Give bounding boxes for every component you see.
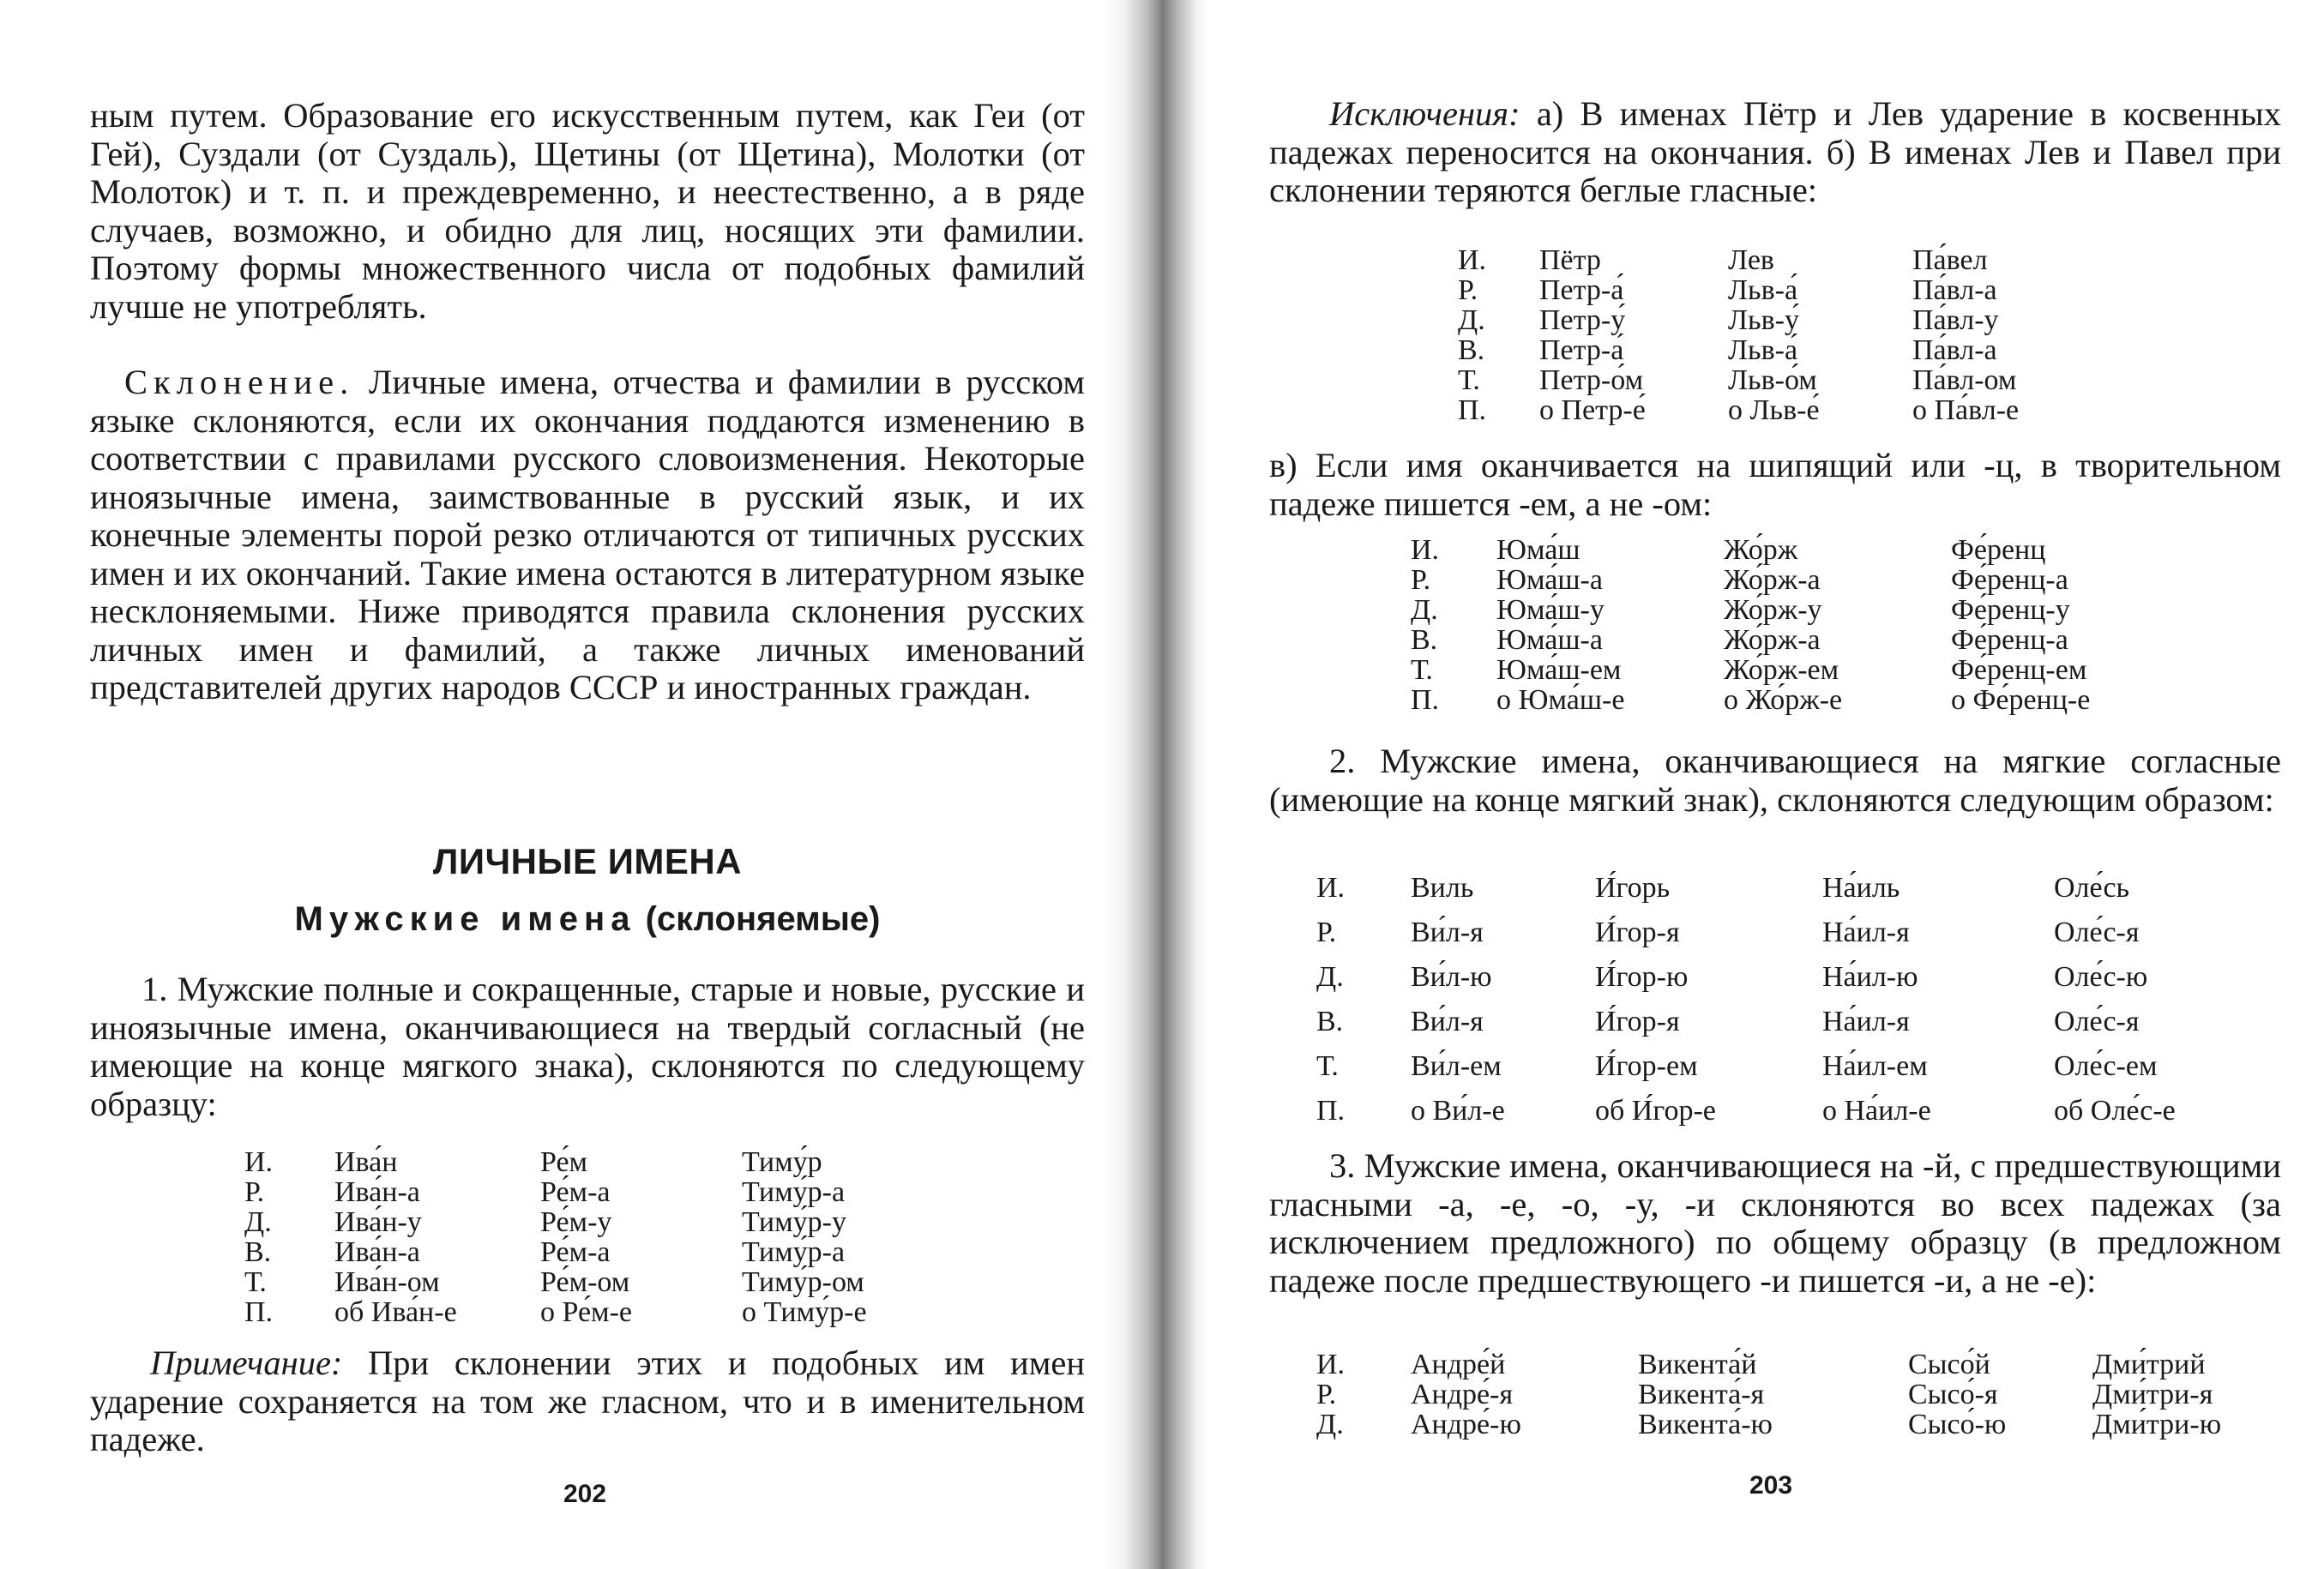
case-label: Д. — [1316, 1409, 1344, 1440]
name-form: Льв-о́м — [1728, 364, 1817, 396]
rule-v-paragraph: в) Если имя оканчивается на шипящий или -ц, в творительном падеже пишется -ем, а не -ом: — [1269, 446, 2281, 523]
name-form: Ива́н-у — [334, 1206, 422, 1238]
name-form: о Па́вл-е — [1912, 394, 2020, 426]
name-form: Андре́й — [1411, 1349, 1506, 1380]
name-form: Андре́-я — [1411, 1379, 1514, 1410]
name-form: Жо́рж-а — [1724, 564, 1821, 596]
table-a-row — [1458, 335, 2067, 365]
name-form: Юма́ш-а — [1496, 624, 1603, 656]
name-form: Па́вл-а — [1912, 274, 1997, 306]
name-form: Па́вл-а — [1912, 334, 1997, 366]
case-label: П. — [1458, 394, 1487, 426]
table-a-row — [1458, 365, 2067, 395]
name-form: Льв-у́ — [1728, 304, 1799, 336]
name-form: И́гор-я — [1595, 917, 1680, 948]
section-subheading — [90, 899, 1085, 940]
name-form: Ива́н — [334, 1146, 398, 1178]
name-form: И́гор-ем — [1595, 1050, 1698, 1082]
name-form: Лев — [1728, 244, 1774, 276]
name-form: Ива́н-ом — [334, 1266, 440, 1298]
name-form: На́ил-я — [1822, 1006, 1910, 1037]
name-form: Ви́л-ем — [1411, 1050, 1502, 1082]
table-v-row — [1411, 625, 2131, 655]
name-form: о Льв-е́ — [1728, 394, 1820, 426]
table-1-row — [244, 1297, 913, 1327]
rule-1-paragraph: 1. Мужские полные и сокращенные, старые и новые, русские и иноязычные имена, оканчивающиеся на твердый согласный (не имеющие на конце мягкого знака), склоняются по следующему образцу: — [90, 970, 1085, 1123]
name-form: о Ви́л-е — [1411, 1095, 1505, 1127]
table-v-row — [1411, 535, 2131, 565]
table-2-row — [1316, 866, 2217, 911]
name-form: На́ил-я — [1822, 917, 1910, 948]
name-form: Сысо́-ю — [1908, 1409, 2007, 1440]
table-3-row — [1316, 1380, 2264, 1410]
name-form: о Юма́ш-е — [1496, 684, 1625, 716]
name-form: Тиму́р-а — [742, 1236, 846, 1268]
name-form: Па́вел — [1912, 244, 1988, 276]
name-form: Ре́м-у — [540, 1206, 612, 1238]
name-form: Оле́сь — [2054, 872, 2130, 904]
case-label: Р. — [1316, 917, 1337, 948]
name-form: Ива́н-а — [334, 1236, 420, 1268]
case-label: П. — [244, 1296, 274, 1328]
exceptions-label: Исключения: — [1329, 94, 1520, 133]
section-heading: ЛИЧНЫЕ ИМЕНА — [432, 841, 743, 881]
name-form: об Оле́с-е — [2054, 1095, 2176, 1127]
case-label: Р. — [244, 1176, 265, 1208]
name-form: И́горь — [1595, 872, 1671, 904]
name-form: На́иль — [1822, 872, 1900, 904]
name-form: Викента́-ю — [1638, 1409, 1773, 1440]
name-form: Ива́н-а — [334, 1176, 420, 1208]
name-form: Сысо́й — [1908, 1349, 1990, 1380]
name-form: Жо́рж-а — [1724, 624, 1821, 656]
table-a-row — [1458, 245, 2067, 275]
case-label: В. — [1411, 624, 1438, 656]
name-form: Петр-о́м — [1539, 364, 1644, 396]
name-form: На́ил-ю — [1822, 961, 1918, 993]
table-a-row — [1458, 275, 2067, 305]
case-label: Р. — [1316, 1379, 1337, 1410]
right-page — [1209, 0, 2324, 1569]
name-form: Оле́с-я — [2054, 917, 2140, 948]
table-2-row — [1316, 1089, 2217, 1133]
name-form: Дми́трий — [2092, 1349, 2206, 1380]
name-form: Ре́м-ом — [540, 1266, 630, 1298]
table-2-row — [1316, 1044, 2217, 1089]
table-2-row — [1316, 1000, 2217, 1044]
case-label: И. — [1458, 244, 1487, 276]
name-form: о Фе́ренц-е — [1951, 684, 2091, 716]
table-1-row — [244, 1267, 913, 1297]
case-label: Д. — [244, 1206, 272, 1238]
name-form: Дми́три-я — [2092, 1379, 2213, 1410]
name-form: Жо́рж-ем — [1724, 654, 1839, 686]
exceptions-text: а) В именах Пётр и Лев ударение в косвенных падежах переносится на окончания. б) В именах Лев и Павел при склонении теряются беглые гласные: — [1269, 94, 2282, 209]
name-form: Жо́рж — [1724, 534, 1798, 566]
declension-table-2 — [1316, 866, 2217, 1133]
book-gutter-shadow — [1106, 0, 1209, 1569]
name-form: Ре́м-а — [540, 1236, 611, 1268]
case-label: Д. — [1316, 961, 1344, 993]
name-form: о Ре́м-е — [540, 1296, 632, 1328]
name-form: Петр-у́ — [1539, 304, 1626, 336]
case-label: Р. — [1411, 564, 1431, 596]
name-form: Дми́три-ю — [2092, 1409, 2222, 1440]
table-v-row — [1411, 595, 2131, 625]
case-label: И. — [1411, 534, 1440, 566]
name-form: Оле́с-ю — [2054, 961, 2148, 993]
note-label: Примечание: — [150, 1344, 343, 1382]
intro-paragraph: ным путем. Образование его искусственным путем, как Геи (от Гей), Суздали (от Суздаль), Щетины (от Щетина), Молотки (от Молоток) и т. п. и преждевременно, и неестественно, а в ряде случаев, возможно, и обидно для лиц, носящих эти фамилии. Поэтому формы множественного числа от подобных фамилий лучше не употреблять. — [90, 96, 1085, 326]
name-form: Юма́ш-ем — [1496, 654, 1622, 686]
name-form: Викента́-я — [1638, 1379, 1765, 1410]
name-form: Льв-а́ — [1728, 274, 1798, 306]
name-form: об Ива́н-е — [334, 1296, 457, 1328]
name-form: Оле́с-я — [2054, 1006, 2140, 1037]
name-form: Оле́с-ем — [2054, 1050, 2158, 1082]
name-form: Юма́ш-у — [1496, 594, 1605, 626]
name-form: Пётр — [1539, 244, 1601, 276]
name-form: Фе́ренц-а — [1951, 624, 2068, 656]
name-form: Тиму́р — [742, 1146, 822, 1178]
sklonenie-text: Личные имена, отчества и фамилии в русском языке склоняются, если их окончания поддаются изменению в соответствии с правилами русского словоизменения. Некоторые иноязычные имена, заимствованные в русский язык, и их конечные элементы порой резко отличаются от типичных русских имен и их окончаний. Такие имена остаются в литературном языке несклоняемыми. Ниже приводятся правила склонения русских личных имен и фамилий, а также личных именований представителей других народов СССР и иностранных граждан. — [90, 363, 1086, 706]
name-form: Ви́л-ю — [1411, 961, 1492, 993]
name-form: о На́ил-е — [1822, 1095, 1931, 1127]
name-form: Тиму́р-а — [742, 1176, 846, 1208]
case-label: П. — [1316, 1095, 1346, 1127]
case-label: Д. — [1458, 304, 1485, 336]
rule-2-paragraph: 2. Мужские имена, оканчивающиеся на мягкие согласные (имеющие на конце мягкий знак), склоняются следующим образом: — [1269, 742, 2281, 819]
page-number-left: 202 — [563, 1480, 607, 1508]
name-form: Тиму́р-у — [742, 1206, 846, 1238]
table-1-row — [244, 1237, 913, 1267]
case-label: П. — [1411, 684, 1440, 716]
note-paragraph — [90, 1344, 1085, 1459]
case-label: Д. — [1411, 594, 1438, 626]
name-form: Тиму́р-ом — [742, 1266, 864, 1298]
case-label: И. — [1316, 872, 1346, 904]
sklonenie-paragraph — [90, 364, 1085, 707]
case-label: И. — [244, 1146, 274, 1178]
left-page — [0, 0, 1106, 1569]
name-form: На́ил-ем — [1822, 1050, 1928, 1082]
case-label: В. — [244, 1236, 272, 1268]
table-1-row — [244, 1147, 913, 1177]
note-text: При склонении этих и подобных им имен ударение сохраняется на том же гласном, что и в именительном падеже. — [90, 1344, 1086, 1458]
name-form: Па́вл-ом — [1912, 364, 2017, 396]
case-label: Т. — [1316, 1050, 1339, 1082]
table-3-row — [1316, 1410, 2264, 1440]
declension-table-v — [1411, 535, 2131, 715]
table-a-row — [1458, 305, 2067, 335]
name-form: Ре́м — [540, 1146, 588, 1178]
name-form: Фе́ренц-у — [1951, 594, 2070, 626]
name-form: о Жо́рж-е — [1724, 684, 1843, 716]
subheading-main: Мужские имена — [294, 900, 636, 938]
name-form: Виль — [1411, 872, 1474, 904]
case-label: В. — [1316, 1006, 1344, 1037]
case-label: Т. — [244, 1266, 267, 1298]
table-2-row — [1316, 955, 2217, 1000]
case-label: И. — [1316, 1349, 1346, 1380]
name-form: Петр-а́ — [1539, 334, 1624, 366]
name-form: Сысо́-я — [1908, 1379, 1998, 1410]
name-form: И́гор-ю — [1595, 961, 1689, 993]
table-v-row — [1411, 685, 2131, 715]
case-label: В. — [1458, 334, 1485, 366]
name-form: Викента́й — [1638, 1349, 1757, 1380]
name-form: Жо́рж-у — [1724, 594, 1822, 626]
name-form: Фе́ренц — [1951, 534, 2046, 566]
name-form: Па́вл-у — [1912, 304, 1999, 336]
case-label: Р. — [1458, 274, 1478, 306]
name-form: Ви́л-я — [1411, 1006, 1484, 1037]
name-form: Фе́ренц-а — [1951, 564, 2068, 596]
table-v-row — [1411, 565, 2131, 595]
name-form: об И́гор-е — [1595, 1095, 1716, 1127]
table-v-row — [1411, 655, 2131, 685]
exceptions-paragraph — [1269, 95, 2281, 210]
subheading-note: (склоняемые) — [645, 900, 881, 938]
table-2-row — [1316, 911, 2217, 955]
name-form: о Петр-е́ — [1539, 394, 1646, 426]
table-3-row — [1316, 1350, 2264, 1380]
table-a-row — [1458, 395, 2067, 425]
declension-table-1 — [244, 1147, 913, 1327]
name-form: Андре́-ю — [1411, 1409, 1521, 1440]
declension-table-3 — [1316, 1350, 2264, 1440]
name-form: Юма́ш-а — [1496, 564, 1603, 596]
sklonenie-term: Склонение. — [124, 363, 355, 401]
declension-table-a — [1458, 245, 2067, 425]
case-label: Т. — [1458, 364, 1480, 396]
name-form: Ре́м-а — [540, 1176, 611, 1208]
name-form: И́гор-я — [1595, 1006, 1680, 1037]
table-1-row — [244, 1177, 913, 1207]
case-label: Т. — [1411, 654, 1433, 686]
page-number-right: 203 — [1749, 1471, 1793, 1500]
name-form: Петр-а́ — [1539, 274, 1624, 306]
name-form: о Тиму́р-е — [742, 1296, 867, 1328]
name-form: Ви́л-я — [1411, 917, 1484, 948]
name-form: Фе́ренц-ем — [1951, 654, 2087, 686]
name-form: Юма́ш — [1496, 534, 1580, 566]
table-1-row — [244, 1207, 913, 1237]
rule-3-paragraph: 3. Мужские имена, оканчивающиеся на -й, с предшествующими гласными -а, -е, -о, -у, -и склоняются во всех падежах (за исключением предложного) по общему образцу (в предложном падеже после предшествующего -и пишется -и, а не -е): — [1269, 1146, 2281, 1300]
name-form: Льв-а́ — [1728, 334, 1798, 366]
